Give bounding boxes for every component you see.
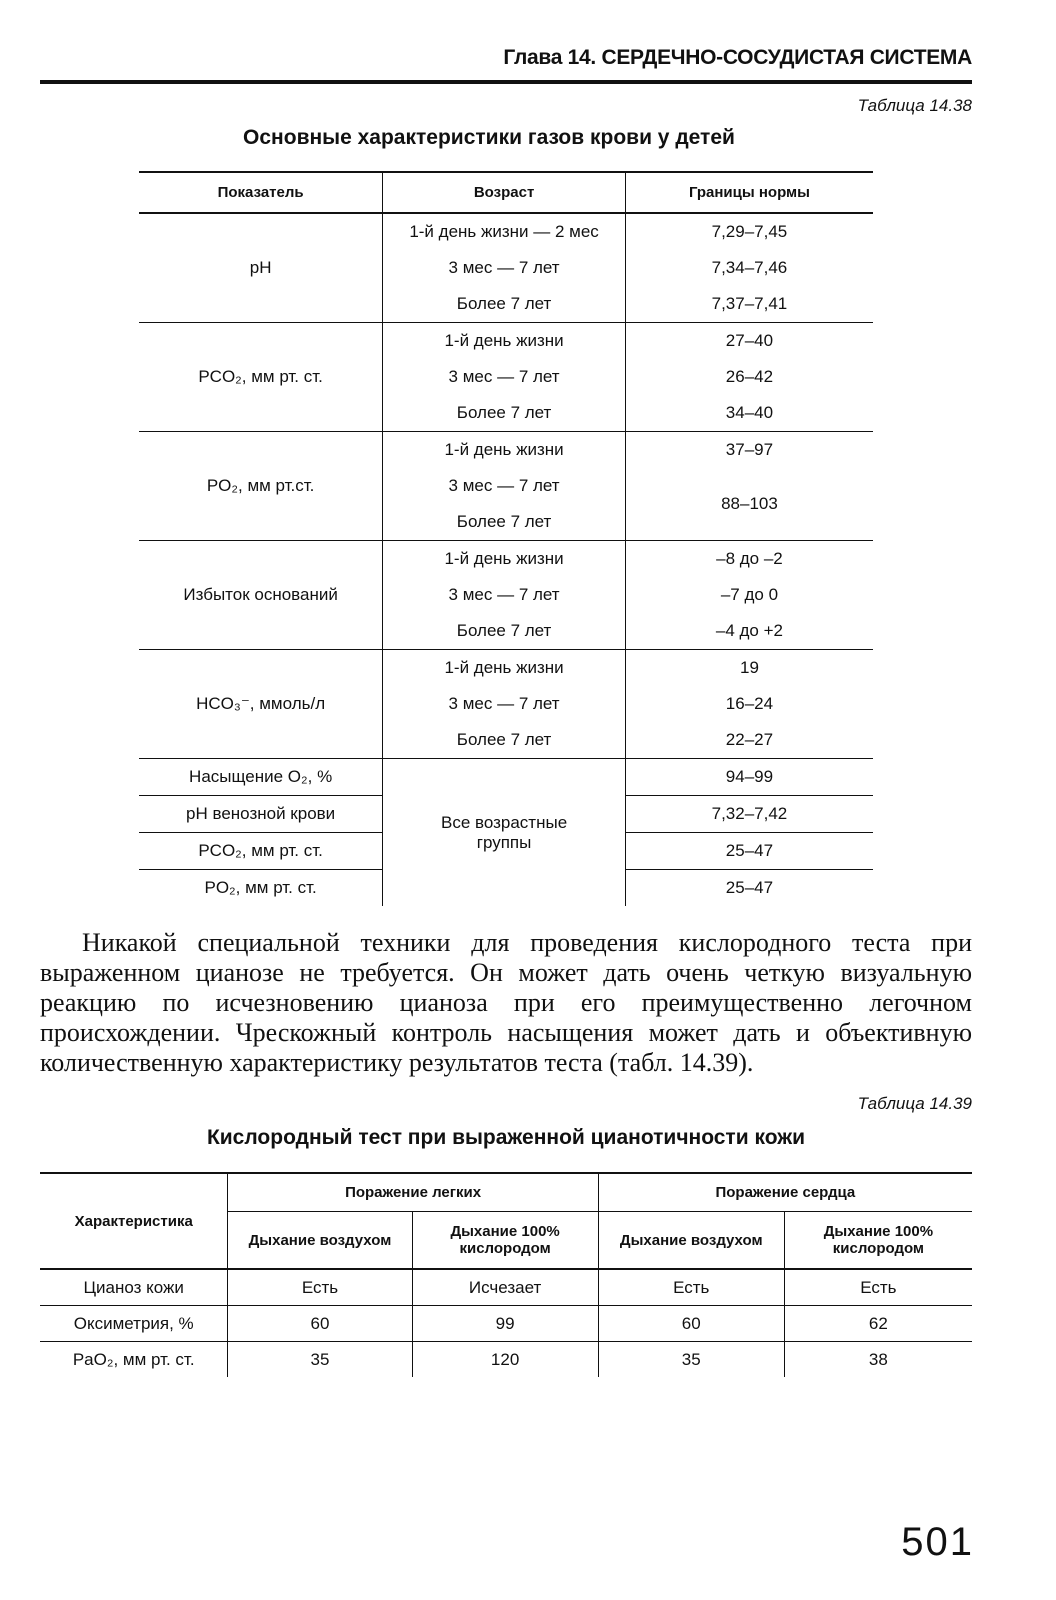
subheader-oxygen: Дыхание 100% кислородом — [412, 1212, 598, 1270]
norm-cell: 16–24 — [625, 686, 873, 722]
norm-cell: 7,29–7,45 — [625, 213, 873, 250]
norm-cell: 7,34–7,46 — [625, 250, 873, 286]
value-cell: Есть — [784, 1269, 972, 1306]
age-cell: 1-й день жизни — [383, 323, 626, 360]
norm-cell: 7,32–7,42 — [625, 796, 873, 833]
body-paragraph — [40, 928, 972, 1078]
norm-cell: –7 до 0 — [625, 577, 873, 613]
age-cell: 1-й день жизни — [383, 541, 626, 578]
col-header-characteristic: Характеристика — [40, 1173, 228, 1269]
age-cell: 3 мес — 7 лет — [383, 250, 626, 286]
age-cell: 1-й день жизни — 2 мес — [383, 213, 626, 250]
norm-cell: 19 — [625, 650, 873, 687]
norm-cell: 94–99 — [625, 759, 873, 796]
group-header-heart: Поражение сердца — [598, 1173, 972, 1212]
age-cell: 1-й день жизни — [383, 650, 626, 687]
age-cell: 3 мес — 7 лет — [383, 686, 626, 722]
norm-cell: 26–42 — [625, 359, 873, 395]
row-label: Цианоз кожи — [40, 1269, 228, 1306]
value-cell: 60 — [598, 1306, 784, 1342]
indicator-cell: Избыток оснований — [139, 541, 383, 650]
subheader-oxygen: Дыхание 100% кислородом — [784, 1212, 972, 1270]
age-cell: 3 мес — 7 лет — [383, 577, 626, 613]
age-cell: Более 7 лет — [383, 286, 626, 323]
indicator-cell: pH венозной крови — [139, 796, 383, 833]
row-label: Оксиметрия, % — [40, 1306, 228, 1342]
subheader-air: Дыхание воздухом — [598, 1212, 784, 1270]
norm-cell: 34–40 — [625, 395, 873, 432]
value-cell: 120 — [412, 1342, 598, 1378]
indicator-cell: Насыщение O₂, % — [139, 759, 383, 796]
age-cell: 3 мес — 7 лет — [383, 468, 626, 504]
age-cell: Более 7 лет — [383, 613, 626, 650]
age-cell: Более 7 лет — [383, 395, 626, 432]
indicator-cell: pH — [139, 213, 383, 323]
norm-cell: 25–47 — [625, 833, 873, 870]
page-number: 501 — [901, 1520, 974, 1564]
paragraph-text: Никакой специальной техники для проведения кислородного теста при выраженном цианозе не требуется. Он может дать очень четкую визуальную реакцию по исчезновению цианоза при его преимущественно легочном происхождении. Чрескожный контроль насыщения может дать и объективную количественную характеристику результатов теста (табл. 14.39). — [40, 928, 972, 1077]
value-cell: 35 — [598, 1342, 784, 1378]
norm-cell: 22–27 — [625, 722, 873, 759]
indicator-cell: HCO₃⁻, ммоль/л — [139, 650, 383, 759]
norm-cell: 27–40 — [625, 323, 873, 360]
value-cell: 35 — [228, 1342, 412, 1378]
indicator-cell: PCO₂, мм рт. ст. — [139, 833, 383, 870]
value-cell: 38 — [784, 1342, 972, 1378]
age-cell: Более 7 лет — [383, 504, 626, 541]
col-header-indicator: Показатель — [139, 172, 383, 213]
blood-gas-table — [139, 171, 873, 906]
group-header-lungs: Поражение легких — [228, 1173, 598, 1212]
running-header — [40, 42, 972, 84]
value-cell: 99 — [412, 1306, 598, 1342]
row-label: PaO₂, мм рт. ст. — [72, 1349, 195, 1369]
age-cell: Более 7 лет — [383, 722, 626, 759]
norm-cell: 37–97 — [625, 432, 873, 469]
value-cell: 60 — [228, 1306, 412, 1342]
oxygen-test-table — [40, 1172, 972, 1377]
value-cell: 62 — [784, 1306, 972, 1342]
table2-label: Таблица 14.39 — [857, 1094, 972, 1113]
indicator-cell: PO₂, мм рт.ст. — [139, 432, 383, 541]
norm-cell: –4 до +2 — [625, 613, 873, 650]
table2-title: Кислородный тест при выраженной цианотичности кожи — [206, 1126, 806, 1149]
value-cell: Есть — [598, 1269, 784, 1306]
norm-cell: 7,37–7,41 — [625, 286, 873, 323]
all-ages-cell: Все возрастные группы — [383, 759, 626, 907]
norm-cell: 88–103 — [625, 468, 873, 541]
norm-cell: 25–47 — [625, 870, 873, 907]
col-header-age: Возраст — [383, 172, 626, 213]
table1-title: Основные характеристики газов крови у детей — [243, 126, 735, 149]
subheader-air: Дыхание воздухом — [228, 1212, 412, 1270]
age-cell: 3 мес — 7 лет — [383, 359, 626, 395]
chapter-title: Глава 14. СЕРДЕЧНО-СОСУДИСТАЯ СИСТЕМА — [503, 46, 972, 69]
age-cell: 1-й день жизни — [383, 432, 626, 469]
col-header-norm: Границы нормы — [625, 172, 873, 213]
value-cell: Исчезает — [412, 1269, 598, 1306]
table1-label: Таблица 14.38 — [857, 96, 972, 115]
indicator-cell: PO₂, мм рт. ст. — [204, 878, 317, 897]
indicator-cell: PCO₂, мм рт. ст. — [139, 323, 383, 432]
norm-cell: –8 до –2 — [625, 541, 873, 578]
value-cell: Есть — [228, 1269, 412, 1306]
